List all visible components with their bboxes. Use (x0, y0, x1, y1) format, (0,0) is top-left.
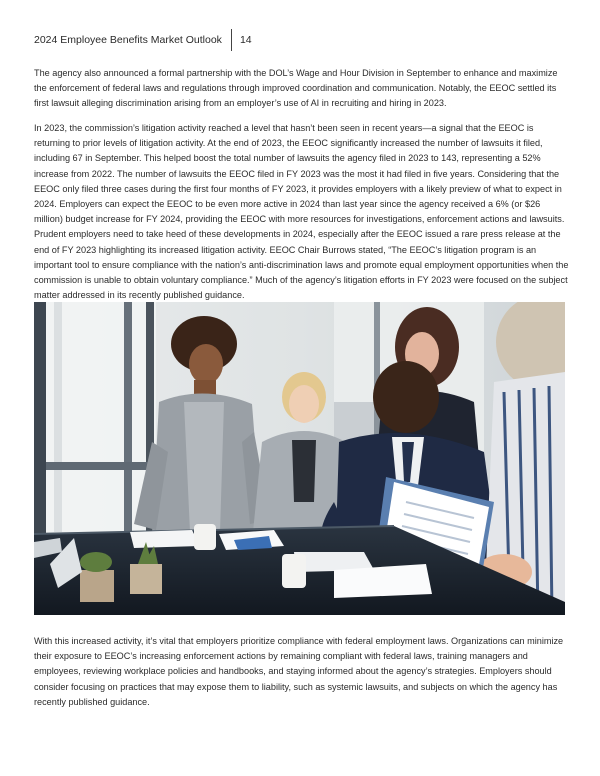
page-header (34, 29, 252, 51)
document-title: 2024 Employee Benefits Market Outlook (34, 34, 222, 46)
paragraph-dol-partnership: The agency also announced a formal partnership with the DOL’s Wage and Hour Division in September to enhance and maximize the enforcement of federal laws and regulations through improved coordination and communication. Notably, the EEOC settled its first lawsuit alleging discrimination arising from an employer’s use of AI in recruiting and hiring in 2023. (34, 68, 558, 109)
office-meeting-photo (34, 302, 565, 615)
paragraph-litigation-activity: In 2023, the commission’s litigation activity reached a level that hasn’t been seen in recent years—a signal that the EEOC is returning to prior levels of litigation activity. At the end of 2023, the EEOC significantly increased the number of lawsuits it filed, including 67 in September. This helped boost the total number of lawsuits the agency filed in 2023 to 143, representing a 52% increase from 2022. The number of lawsuits the EEOC filed in FY 2023 was the most it had filed in five years. Considering that the EEOC only filed three cases during the first four months of FY 2023, it provides employers with a likely preview of what to expect in 2024. Employers can expect the EEOC to be even more active in 2024 than last year since the agency received a 6% (or $26 million) budget increase for FY 2024, providing the EEOC with more resources for investigations, enforcement actions and lawsuits. Prudent employers need to take heed of these developments in 2024, especially after the EEOC issued a rare press release at the end of FY 2023 highlighting its increased litigation activity. EEOC Chair Burrows stated, “The EEOC’s litigation program is an important tool to ensure compliance with the nation’s anti-discrimination laws and promote equal employment opportunities when the commission is unable to obtain voluntary compliance.” Much of the agency’s litigation efforts in FY 2023 were focused on the subject matter addressed in its recently published guidance. (34, 123, 569, 301)
paragraph-compliance-advice: With this increased activity, it’s vital that employers prioritize compliance with federal employment laws. Organizations can minimize their exposure to EEOC’s increasing enforcement actions by remaining compliant with federal laws, training managers and employees, reviewing workplace policies and handbooks, and staying informed about the agency’s strategies. Employers should consider focusing on practices that may expose them to liability, such as systemic lawsuits, and subjects on which the agency has recently published guidance. (34, 636, 564, 707)
page-number: 14 (239, 34, 252, 46)
header-divider (231, 29, 232, 51)
